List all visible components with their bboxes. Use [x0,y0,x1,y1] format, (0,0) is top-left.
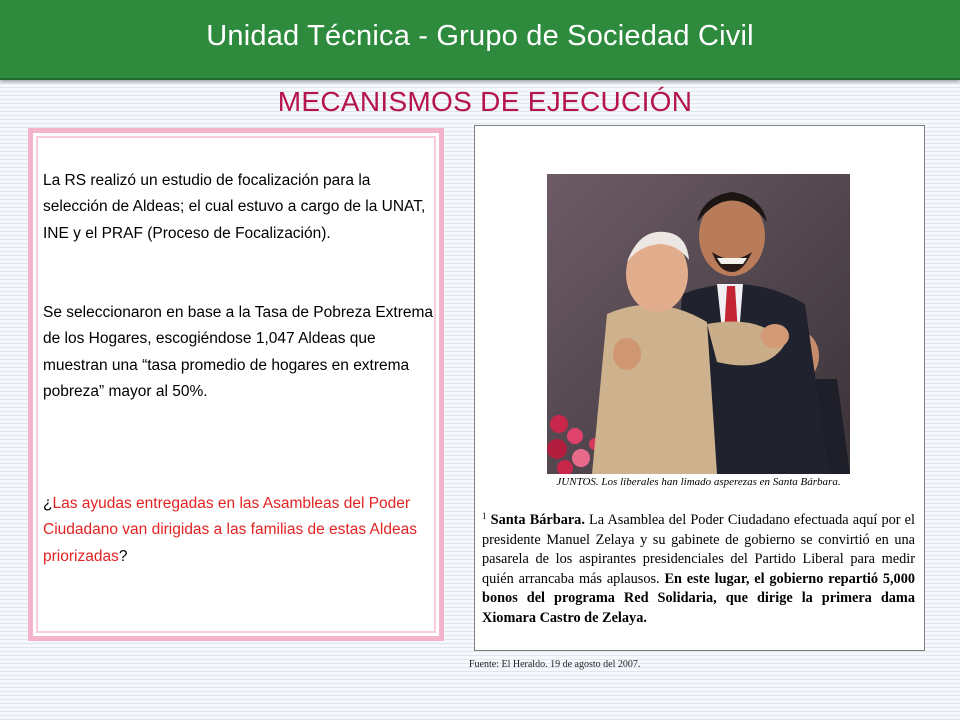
header-title: Unidad Técnica - Grupo de Sociedad Civil [206,20,754,52]
paragraph-selection: Se seleccionaron en base a la Tasa de Pobreza Extrema de los Hogares, escogiéndose 1,047 Aldeas que muestran una “tasa promedio de hogares en extrema pobreza” mayor al 50%. [43,304,434,400]
article-text [482,511,915,628]
question-paragraph [43,491,435,570]
article-place: Santa Bárbara. [490,512,585,528]
source-note: Fuente: El Heraldo. 19 de agosto del 2007. [469,659,641,670]
newspaper-clipping [474,125,925,651]
paragraph-focalization: La RS realizó un estudio de focalización para la selección de Aldeas; el cual estuvo a cargo de la UNAT, INE y el PRAF (Proceso de Focalización). [43,172,426,242]
article-body-regular: La Asamblea del Poder Ciudadano efectuada aquí por el presidente Manuel Zelaya y su gabinete de gobierno se convirtió en una pasarela de los aspirantes presidenciales del Partido Liberal para medir quién arrancaba más aplausos. [482,512,916,587]
question-close-mark: ? [118,547,128,565]
news-photo [547,174,850,474]
footnote-mark: 1 [482,511,487,521]
photo-caption: JUNTOS. Los liberales han limado asperezas en Santa Bárbara. [556,476,841,488]
text-box [28,128,444,641]
question-open-mark: ¿ [43,495,53,512]
question-text: Las ayudas entregadas en las Asambleas del Poder Ciudadano van dirigidas a las familias de estas Aldeas priorizadas [43,495,417,565]
article-body-bold: En este lugar, el gobierno repartió 5,000 bonos del programa Red Solidaria, que dirige la primera dama Xiomara Castro de Zelaya. [482,570,915,626]
header-banner [0,0,960,80]
news-photo-illustration [547,174,850,474]
slide-title: MECANISMOS DE EJECUCIÓN [277,86,693,117]
